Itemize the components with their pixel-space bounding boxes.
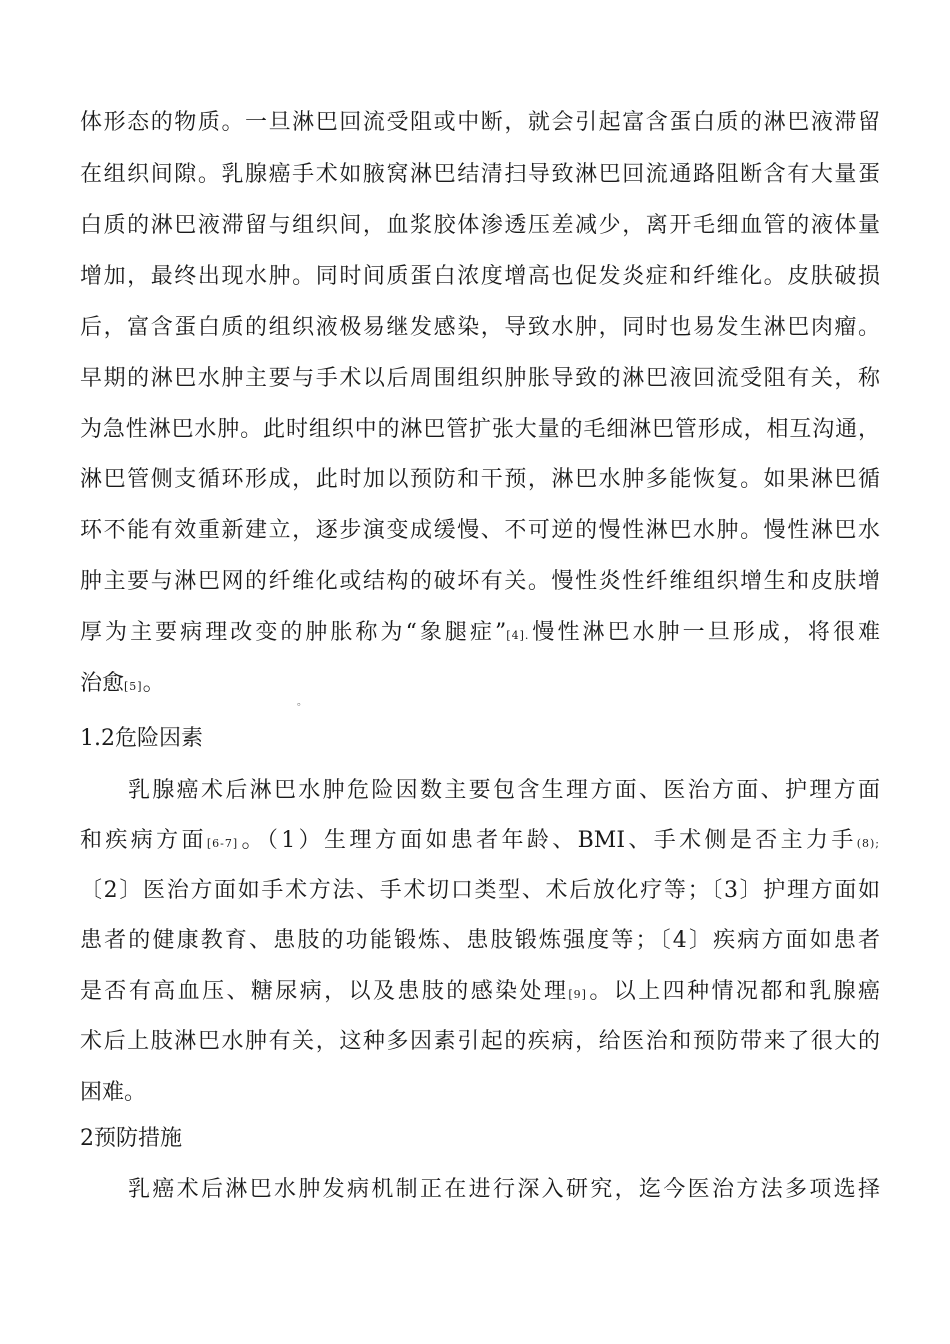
- text-segment: 。（1）生理方面如患者年龄、BMI、手术侧是否主力手: [238, 828, 857, 853]
- text-line: [80, 618, 880, 651]
- text-line: 环不能有效重新建立，逐步演变成缓慢、不可逆的慢性淋巴水肿。慢性淋巴水: [80, 518, 880, 543]
- text-line: 患者的健康教育、患肢的功能锻炼、患肢锻炼强度等；〔4〕疾病方面如患者: [80, 928, 880, 953]
- text-line: [80, 669, 880, 702]
- text-line: 肿主要与淋巴网的纤维化或结构的破坏有关。慢性炎性纤维组织增生和皮肤增: [80, 569, 880, 594]
- text-line: 术后上肢淋巴水肿有关，这种多因素引起的疾病，给医治和预防带来了很大的: [80, 1029, 880, 1054]
- text-line: 困难。: [80, 1080, 147, 1105]
- citation: (8);: [856, 837, 880, 850]
- text-segment: 。以上四种情况都和乳腺癌: [586, 979, 880, 1004]
- text-line: 后，富含蛋白质的组织液极易继发感染，导致水肿，同时也易发生淋巴肉瘤。: [80, 315, 880, 340]
- text-line: 〔2〕医治方面如手术方法、手术切口类型、术后放化疗等；〔3〕护理方面如: [80, 878, 880, 903]
- section-heading: 1.2危险因素: [80, 726, 203, 751]
- text-segment: 。: [142, 671, 165, 696]
- section-heading: 2预防措施: [80, 1126, 182, 1151]
- text-line: 淋巴管侧支循环形成，此时加以预防和干预，淋巴水肿多能恢复。如果淋巴循: [80, 467, 880, 492]
- citation: [6-7]: [206, 837, 239, 850]
- citation: [4].: [506, 629, 530, 642]
- text-line: 增加，最终出现水肿。同时间质蛋白浓度增高也促发炎症和纤维化。皮肤破损: [80, 264, 880, 289]
- stray-mark: 。: [297, 697, 307, 708]
- text-line: 体形态的物质。一旦淋巴回流受阻或中断，就会引起富含蛋白质的淋巴液滞留: [80, 110, 880, 135]
- text-segment: 治愈: [80, 671, 125, 696]
- citation: [5]: [124, 680, 143, 693]
- text-line: 白质的淋巴液滞留与组织间，血浆胶体渗透压差减少，离开毛细血管的液体量: [80, 213, 880, 238]
- text-line: 乳癌术后淋巴水肿发病机制正在进行深入研究，迄今医治方法多项选择: [128, 1177, 880, 1202]
- text-segment: 和疾病方面: [80, 828, 207, 853]
- text-segment: 厚为主要病理改变的肿胀称为“象腿症”: [80, 620, 507, 645]
- text-line: [80, 977, 880, 1010]
- text-line: 乳腺癌术后淋巴水肿危险因数主要包含生理方面、医治方面、护理方面: [128, 778, 880, 803]
- text-line: [80, 826, 880, 859]
- text-segment: 是否有高血压、糖尿病，以及患肢的感染处理: [80, 979, 569, 1004]
- text-line: 在组织间隙。乳腺癌手术如腋窝淋巴结清扫导致淋巴回流通路阻断含有大量蛋: [80, 162, 880, 187]
- text-line: 为急性淋巴水肿。此时组织中的淋巴管扩张大量的毛细淋巴管形成，相互沟通，: [80, 417, 880, 442]
- text-line: 早期的淋巴水肿主要与手术以后周围组织肿胀导致的淋巴液回流受阻有关，称: [80, 366, 880, 391]
- text-segment: 慢性淋巴水肿一旦形成，将很难: [529, 620, 880, 645]
- citation: [9]: [568, 988, 587, 1001]
